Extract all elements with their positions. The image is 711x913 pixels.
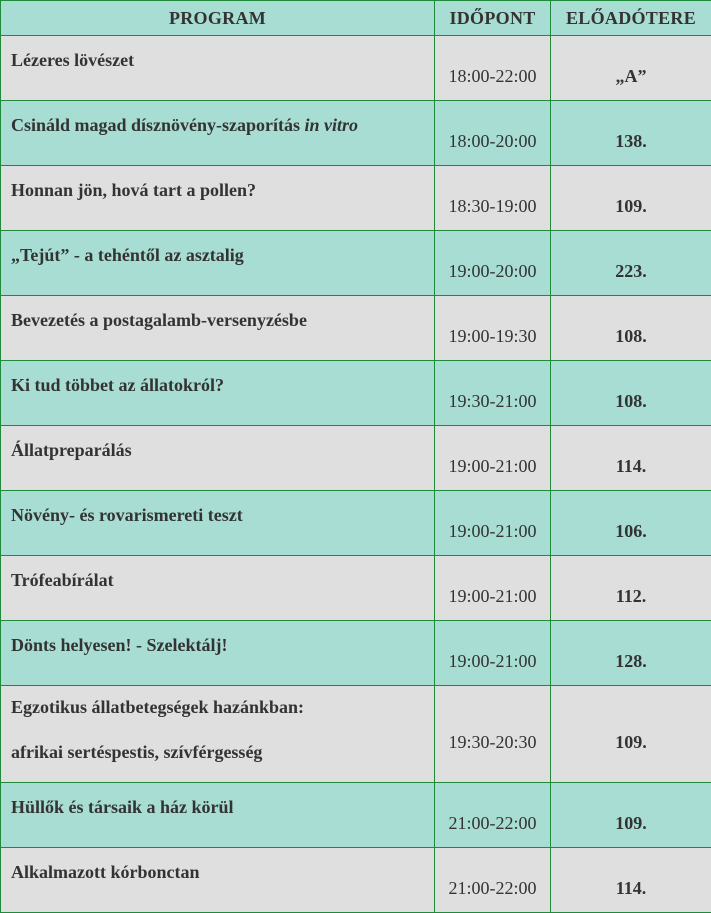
time-cell: 19:00-21:00 [435, 621, 551, 686]
program-cell: Lézeres lövészet [1, 36, 435, 101]
table-row [1, 783, 711, 848]
program-column-header: PROGRAM [1, 1, 435, 36]
program-cell [1, 101, 435, 166]
program-cell: Trófeabírálat [1, 556, 435, 621]
room-cell: 109. [551, 166, 711, 231]
time-cell: 19:30-20:30 [435, 686, 551, 783]
program-cell [1, 686, 435, 783]
table-row [1, 101, 711, 166]
program-text: Egzotikus állatbetegségek hazánkban: [11, 697, 304, 717]
time-cell: 19:30-21:00 [435, 361, 551, 426]
table-row [1, 621, 711, 686]
table-row [1, 426, 711, 491]
table-row [1, 361, 711, 426]
program-cell: Állatpreparálás [1, 426, 435, 491]
room-cell: 108. [551, 296, 711, 361]
room-column-header: ELŐADÓTERE [551, 1, 711, 36]
time-cell: 19:00-21:00 [435, 426, 551, 491]
room-cell: 223. [551, 231, 711, 296]
time-cell: 19:00-19:30 [435, 296, 551, 361]
program-cell: „Tejút” - a tehéntől az asztalig [1, 231, 435, 296]
time-cell: 19:00-20:00 [435, 231, 551, 296]
program-cell: Dönts helyesen! - Szelektálj! [1, 621, 435, 686]
table-header-row [1, 1, 711, 36]
room-cell: „A” [551, 36, 711, 101]
program-cell: Növény- és rovarismereti teszt [1, 491, 435, 556]
time-column-header: IDŐPONT [435, 1, 551, 36]
room-cell: 114. [551, 848, 711, 913]
time-cell: 18:00-22:00 [435, 36, 551, 101]
table-row [1, 36, 711, 101]
room-cell: 138. [551, 101, 711, 166]
program-cell: Bevezetés a postagalamb-versenyzésbe [1, 296, 435, 361]
time-cell: 21:00-22:00 [435, 848, 551, 913]
table-row [1, 296, 711, 361]
time-cell: 19:00-21:00 [435, 556, 551, 621]
program-text-line2: afrikai sertéspestis, szívférgesség [11, 741, 434, 763]
room-cell: 109. [551, 686, 711, 783]
room-cell: 112. [551, 556, 711, 621]
table-row [1, 166, 711, 231]
room-cell: 128. [551, 621, 711, 686]
program-text: Csináld magad dísznövény-szaporítás [11, 115, 305, 135]
table-row [1, 231, 711, 296]
program-cell: Ki tud többet az állatokról? [1, 361, 435, 426]
time-cell: 18:30-19:00 [435, 166, 551, 231]
room-cell: 109. [551, 783, 711, 848]
program-text-italic: in vitro [305, 115, 359, 135]
program-cell: Honnan jön, hová tart a pollen? [1, 166, 435, 231]
time-cell: 19:00-21:00 [435, 491, 551, 556]
program-cell: Alkalmazott kórbonctan [1, 848, 435, 913]
program-cell: Hüllők és társaik a ház körül [1, 783, 435, 848]
table-row [1, 556, 711, 621]
table-row [1, 848, 711, 913]
time-cell: 21:00-22:00 [435, 783, 551, 848]
time-cell: 18:00-20:00 [435, 101, 551, 166]
room-cell: 114. [551, 426, 711, 491]
table-row [1, 686, 711, 783]
table-row [1, 491, 711, 556]
room-cell: 108. [551, 361, 711, 426]
room-cell: 106. [551, 491, 711, 556]
